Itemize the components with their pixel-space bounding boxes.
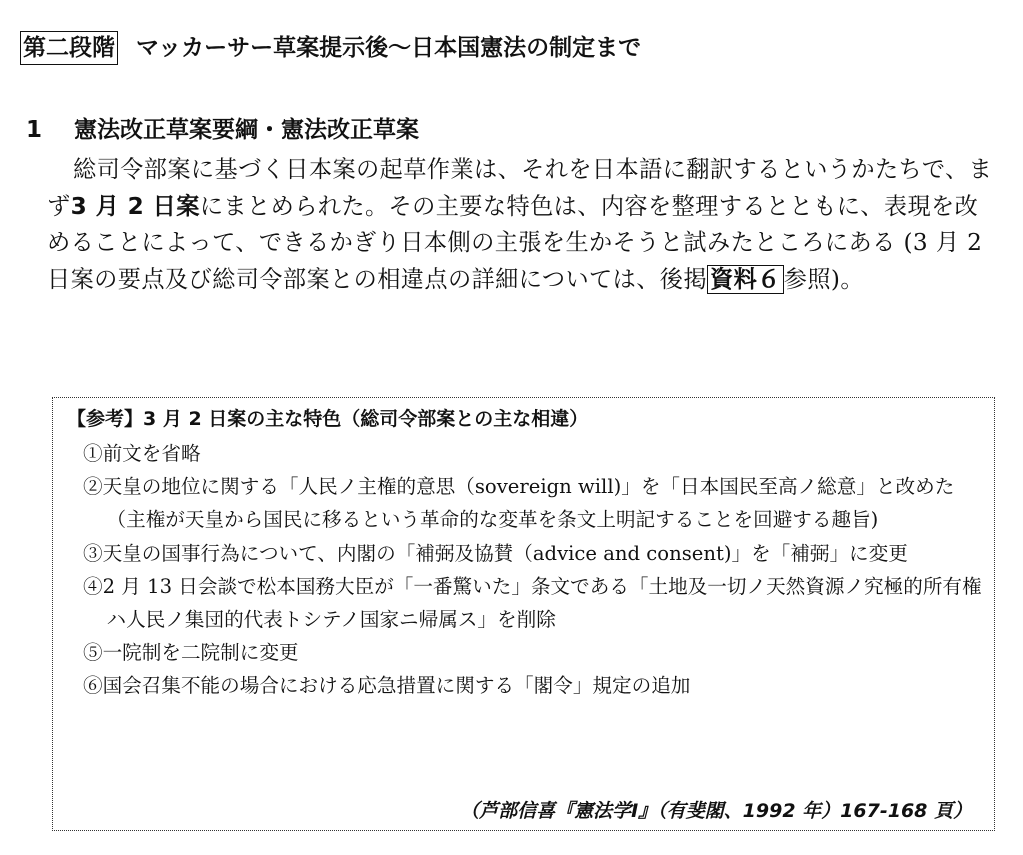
reference-box (52, 397, 995, 831)
section-number: 1 (26, 117, 43, 143)
stage-heading (20, 30, 641, 66)
section-title: 憲法改正草案要綱・憲法改正草案 (74, 117, 419, 143)
paragraph-text-2: にまとめられた。その主要な特色は、内容を整理するとともに、表現を改めることによって、できるかぎり日本側の主張を生かそうと試みたところにある (3 月 2 日案の要点及び総司令部案との相違点の詳細については、後掲 (47, 192, 983, 293)
body-paragraph (47, 152, 995, 298)
reference-title: 【参考】3 月 2 日案の主な特色（総司令部案との主な相違） (67, 408, 589, 430)
reference-citation: （芦部信喜『憲法学Ⅰ』（有斐閣、1992 年）167-168 頁） (460, 800, 972, 822)
stage-label-box: 第二段階 (20, 31, 118, 65)
stage-title: マッカーサー草案提示後～日本国憲法の制定まで (136, 35, 642, 61)
date-emphasis: 3 月 2 日案 (70, 192, 200, 220)
material-reference-box: 資料６ (707, 265, 784, 294)
reference-item: ③天皇の国事行為について、内閣の「補弼及協賛（advice and consent)」を「補弼」に変更 (83, 541, 908, 565)
reference-list (83, 437, 988, 703)
section-heading (26, 113, 419, 147)
reference-item: ⑤一院制を二院制に変更 (83, 641, 299, 665)
paragraph-text-1: 総司令部案に基づく日本案の起草作業は、それを日本語に翻訳するというかたちで、まず (47, 156, 993, 220)
reference-item: ②天皇の地位に関する「人民ノ主権的意思（sovereign will)」を「日本国民至高ノ総意」と改めた（主権が天皇から国民に移るという革命的な変革を条文上明記することを回避する趣旨) (83, 475, 955, 532)
reference-item: ⑥国会召集不能の場合における応急措置に関する「閣令」規定の追加 (83, 674, 691, 698)
reference-item: ④2 月 13 日会談で松本国務大臣が「一番驚いた」条文である「土地及一切ノ天然資源ノ究極的所有権ハ人民ノ集団的代表トシテノ国家ニ帰属ス」を削除 (83, 574, 982, 632)
reference-item: ①前文を省略 (83, 442, 201, 465)
paragraph-text-3: 参照)。 (783, 265, 864, 293)
